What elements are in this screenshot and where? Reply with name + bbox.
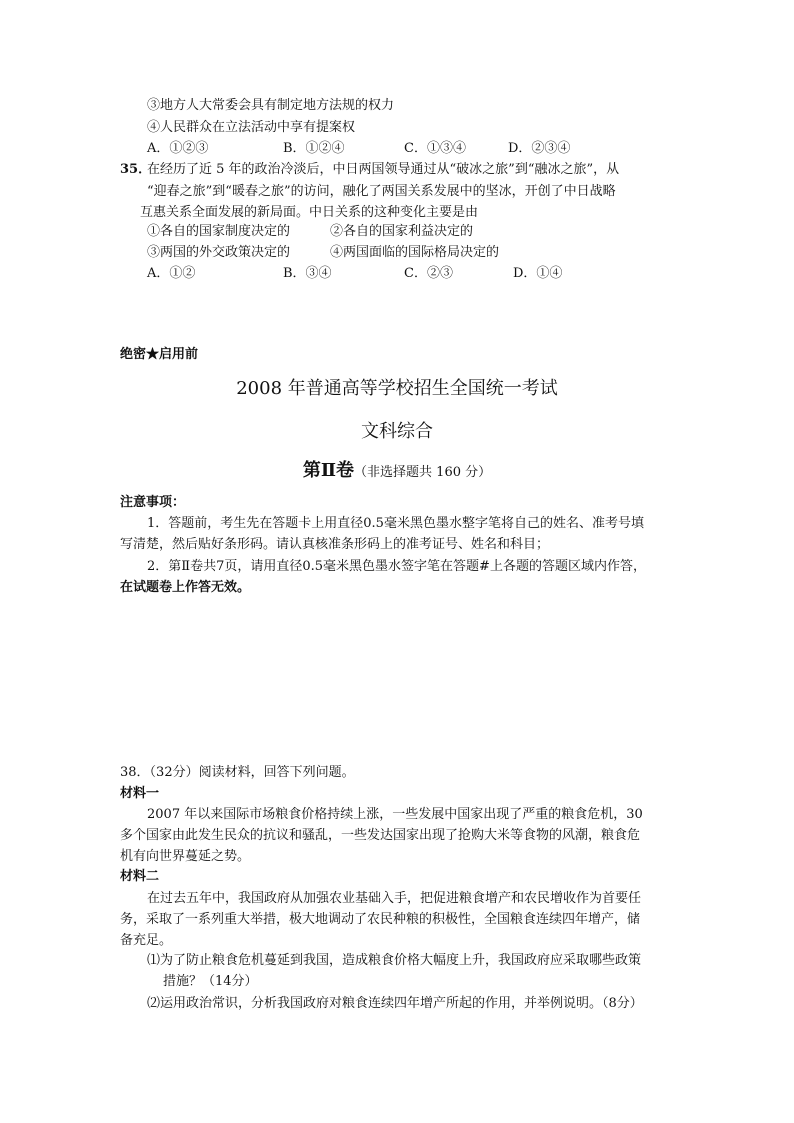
note-2-line-2: 在试题卷上作答无效。 [120,580,251,595]
q38-material-1-label: 材料一 [120,786,160,801]
note-1-line-2: 写清楚，然后贴好条形码。请认真核准条形码上的准考证号、姓名和科目； [120,537,550,552]
q34-option-c: C．①③④ [404,141,466,156]
q38-title: 38．（32分）阅读材料，回答下列问题。 [120,765,355,780]
q38-material-2-line-1: 在过去五年中，我国政府从加强农业基础入手，把促进粮食增产和农民增收作为首要任 [147,891,642,906]
q35-option-a: A．①② [147,266,196,281]
q34-item-4: ④人民群众在立法活动中享有提案权 [147,120,356,135]
q38-sub-1-line-1: ⑴为了防止粮食危机蔓延到我国，造成粮食价格大幅度上升，我国政府应采取哪些政策 [147,953,642,968]
section-sub: （非选择题共 160 分） [354,465,492,480]
q35-option-c: C．②③ [404,266,453,281]
q38-material-2-line-2: 务，采取了一系列重大举措，极大地调动了农民种粮的积极性，全国粮食连续四年增产，储 [120,912,641,927]
q34-option-b: B．①②④ [283,141,345,156]
section-main: 第Ⅱ卷 [302,460,355,481]
note-1-line-1: 1．答题前，考生先在答题卡上用直径0.5毫米黑色墨水整字笔将自己的姓名、准考号填 [147,516,644,531]
section-title [0,459,794,485]
q35-stem-line-1: 在经历了近 5 年的政治冷淡后，中日两国领导通过从“破冰之旅”到“融冰之旅”，从 [147,162,620,177]
q34-item-3: ③地方人大常委会具有制定地方法规的权力 [147,98,395,113]
q38-sub-1-line-2: 措施？（14分） [163,974,258,989]
secret-label: 绝密★启用前 [120,347,199,362]
q35-item-4: ④两国面临的国际格局决定的 [330,245,500,260]
q38-material-2-label: 材料二 [120,869,160,884]
subject-title: 文科综合 [361,421,433,442]
q35-item-1: ①各自的国家制度决定的 [147,224,291,239]
q35-item-2: ②各自的国家利益决定的 [330,224,474,239]
q34-option-a: A．①②③ [147,141,209,156]
exam-title: 2008 年普通高等学校招生全国统一考试 [236,378,558,399]
q35-stem-line-3: 互惠关系全面发展的新局面。中日关系的这种变化主要是由 [140,205,479,220]
q35-stem-line-2: “迎春之旅”到“暖春之旅”的访问，融化了两国关系发展中的坚冰，开创了中日战略 [147,184,616,199]
q38-material-1-line-1: 2007 年以来国际市场粮食价格持续上涨，一些发展中国家出现了严重的粮食危机，30 [147,807,643,822]
q34-option-d: D．②③④ [508,141,571,156]
notes-heading: 注意事项： [120,495,186,510]
note-2-line-1: 2．第Ⅱ卷共7页，请用直径0.5毫米黑色墨水签字笔在答题#上各题的答题区域内作答， [147,559,646,574]
q35-item-3: ③两国的外交政策决定的 [147,245,291,260]
q38-sub-2-line-1: ⑵运用政治常识，分析我国政府对粮食连续四年增产所起的作用，并举例说明。（8分） [147,996,643,1011]
q35-number: 35． [120,162,152,177]
q38-material-1-line-3: 机有向世界蔓延之势。 [120,849,251,864]
q35-option-d: D．①④ [513,266,563,281]
q35-option-b: B．③④ [283,266,332,281]
q38-material-1-line-2: 多个国家由此发生民众的抗议和骚乱，一些发达国家出现了抢购大米等食物的风潮，粮食危 [120,828,641,843]
q38-material-2-line-3: 备充足。 [120,933,173,948]
